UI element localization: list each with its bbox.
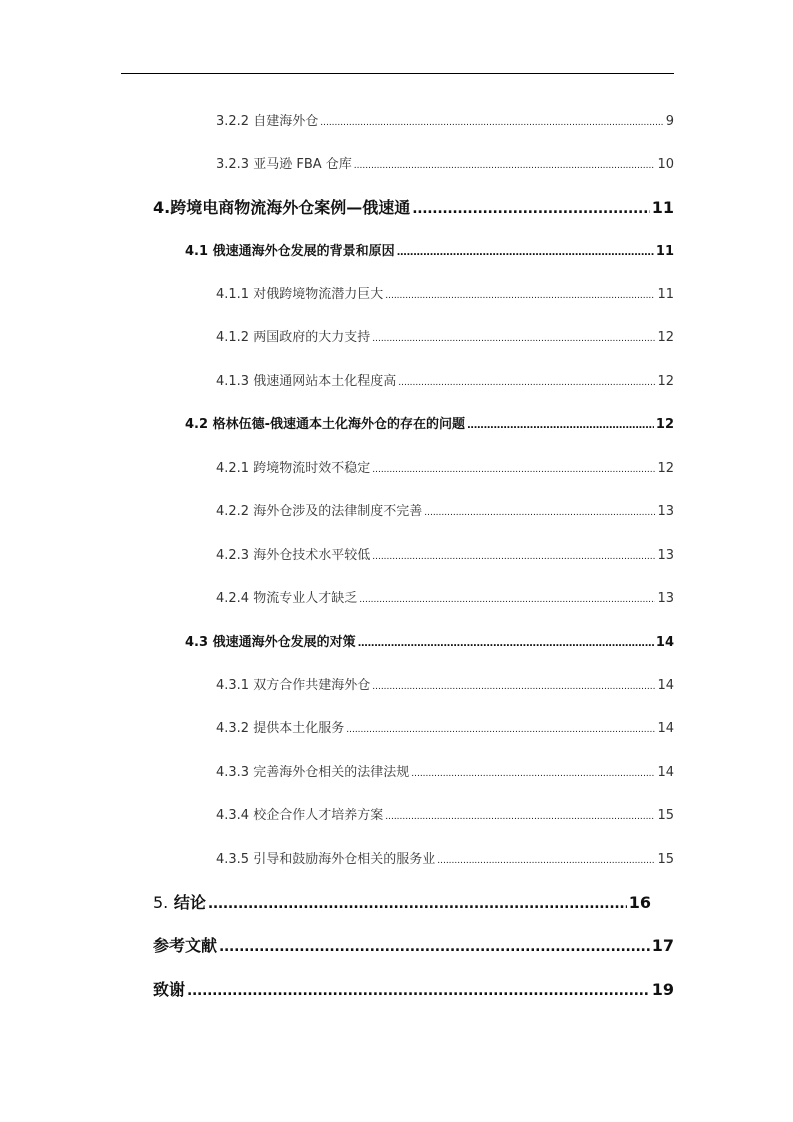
toc-entry-label [216, 544, 370, 563]
toc-entry-page: 13 [657, 591, 674, 606]
toc-entry-label [153, 890, 206, 913]
toc-entry-label [216, 500, 422, 519]
toc-entry-number: 4.3.1 [216, 678, 250, 693]
toc-entry-page: 19 [651, 980, 674, 999]
toc-entry-page: 13 [657, 548, 674, 563]
dot-leader [385, 287, 655, 302]
toc-entry-label [185, 413, 465, 432]
dot-leader [385, 808, 655, 823]
toc-entry-label [216, 674, 370, 693]
toc-entry-number: 4. [153, 198, 171, 217]
toc-entry-4-3-5[interactable] [216, 848, 674, 867]
toc-entry-number: 4.2 [185, 417, 209, 432]
toc-entry-label [216, 110, 318, 129]
toc-entry-title: 亚马逊 FBA 仓库 [253, 157, 352, 172]
toc-entry-page: 12 [657, 330, 674, 345]
dot-leader [187, 980, 650, 999]
toc-entry-number: 4.3.3 [216, 765, 250, 780]
toc-entry-3-2-3[interactable] [216, 153, 674, 172]
toc-entry-number: 4.1.3 [216, 374, 250, 389]
dot-leader [346, 721, 655, 736]
toc-entry-page: 14 [655, 635, 674, 650]
toc-entry-page: 11 [655, 244, 674, 259]
dot-leader [437, 852, 655, 867]
dot-leader [359, 591, 655, 606]
dot-leader [358, 635, 654, 650]
toc-entry-title: 对俄跨境物流潜力巨大 [253, 287, 384, 302]
toc-entry-label [216, 848, 435, 867]
toc-entry-label [216, 370, 396, 389]
dot-leader [372, 678, 655, 693]
toc-entry-title: 海外仓涉及的法律制度不完善 [253, 504, 423, 519]
toc-entry-4-3-3[interactable] [216, 761, 674, 780]
toc-entry-5[interactable] [153, 890, 651, 913]
toc-entry-4-1[interactable] [185, 240, 674, 259]
toc-entry-number: 4.2.2 [216, 504, 250, 519]
toc-entry-title: 海外仓技术水平较低 [253, 548, 371, 563]
toc-entry-label [216, 326, 370, 345]
toc-entry-title: 提供本土化服务 [253, 721, 345, 736]
toc-entry-label [216, 804, 383, 823]
toc-entry-4-2[interactable] [185, 413, 674, 432]
toc-entry-4[interactable] [153, 195, 674, 218]
toc-entry-4-2-1[interactable] [216, 457, 674, 476]
toc-entry-page: 14 [657, 765, 674, 780]
toc-entry-page: 16 [628, 893, 651, 912]
toc-entry-page: 14 [657, 678, 674, 693]
dot-leader [424, 504, 655, 519]
dot-leader [320, 114, 663, 129]
toc-entry-title: 结论 [168, 893, 206, 912]
dot-leader [467, 417, 654, 432]
toc-entry-4-1-3[interactable] [216, 370, 674, 389]
toc-entry-title: 俄速通海外仓发展的对策 [212, 635, 356, 650]
toc-entry-number: 4.3 [185, 635, 209, 650]
toc-entry-number: 4.3.4 [216, 808, 250, 823]
toc-entry-number: 4.2.1 [216, 461, 250, 476]
toc-entry-references[interactable] [153, 933, 674, 956]
toc-entry-title: 参考文献 [153, 936, 218, 955]
dot-leader [219, 936, 650, 955]
dot-leader [372, 461, 655, 476]
toc-entry-page: 14 [657, 721, 674, 736]
toc-entry-label [153, 195, 410, 218]
toc-entry-label [216, 283, 383, 302]
toc-entry-title: 物流专业人才缺乏 [253, 591, 358, 606]
toc-entry-acknowledgements[interactable] [153, 977, 674, 1000]
toc-entry-title: 致谢 [153, 980, 186, 999]
dot-leader [208, 893, 627, 912]
toc-entry-4-1-1[interactable] [216, 283, 674, 302]
toc-entry-number: 3.2.2 [216, 114, 250, 129]
toc-entry-title: 自建海外仓 [253, 114, 319, 129]
toc-entry-number: 4.3.2 [216, 721, 250, 736]
toc-entry-title: 引导和鼓励海外仓相关的服务业 [253, 852, 436, 867]
toc-entry-number: 4.2.3 [216, 548, 250, 563]
toc-entry-page: 10 [657, 157, 674, 172]
toc-entry-4-2-2[interactable] [216, 500, 674, 519]
toc-entry-number: 5. [153, 893, 169, 912]
toc-entry-label [216, 153, 352, 172]
toc-entry-page: 13 [657, 504, 674, 519]
toc-entry-4-2-4[interactable] [216, 587, 674, 606]
toc-entry-4-3-4[interactable] [216, 804, 674, 823]
dot-leader [354, 157, 656, 172]
toc-entry-page: 12 [657, 461, 674, 476]
toc-entry-title: 两国政府的大力支持 [253, 330, 371, 345]
toc-entry-title: 跨境电商物流海外仓案例—俄速通 [170, 198, 411, 217]
toc-entry-page: 9 [665, 114, 674, 129]
toc-entry-title: 格林伍德-俄速通本土化海外仓的存在的问题 [212, 417, 465, 432]
toc-entry-page: 11 [651, 198, 674, 217]
toc-entry-number: 3.2.3 [216, 157, 250, 172]
toc-entry-page: 15 [657, 852, 674, 867]
toc-entry-page: 11 [657, 287, 674, 302]
toc-entry-page: 12 [655, 417, 674, 432]
toc-entry-page: 17 [651, 936, 674, 955]
toc-entry-number: 4.2.4 [216, 591, 250, 606]
toc-entry-title: 完善海外仓相关的法律法规 [253, 765, 410, 780]
toc-entry-4-3-1[interactable] [216, 674, 674, 693]
toc-entry-title: 双方合作共建海外仓 [253, 678, 371, 693]
toc-entry-label [185, 631, 356, 650]
toc-entry-3-2-2[interactable] [216, 110, 674, 129]
toc-entry-label [185, 240, 395, 259]
toc-entry-label [216, 717, 344, 736]
dot-leader [372, 548, 655, 563]
dot-leader [397, 244, 654, 259]
toc-entry-4-3[interactable] [185, 631, 674, 650]
toc-entry-title: 俄速通海外仓发展的背景和原因 [212, 244, 395, 259]
toc-entry-label [216, 457, 370, 476]
dot-leader [398, 374, 655, 389]
dot-leader [372, 330, 655, 345]
toc-entry-title: 俄速通网站本土化程度高 [253, 374, 397, 389]
toc-entry-page: 15 [657, 808, 674, 823]
toc-entry-number: 4.1.1 [216, 287, 250, 302]
toc-entry-page: 12 [657, 374, 674, 389]
toc-entry-label [216, 761, 409, 780]
toc-entry-4-1-2[interactable] [216, 326, 674, 345]
toc-entry-number: 4.1 [185, 244, 209, 259]
toc-entry-label [216, 587, 357, 606]
toc-entry-number: 4.1.2 [216, 330, 250, 345]
dot-leader [412, 198, 650, 217]
toc-entry-4-3-2[interactable] [216, 717, 674, 736]
toc-entry-number: 4.3.5 [216, 852, 250, 867]
toc-entry-title: 跨境物流时效不稳定 [253, 461, 371, 476]
toc-entry-4-2-3[interactable] [216, 544, 674, 563]
toc-entry-title: 校企合作人才培养方案 [253, 808, 384, 823]
dot-leader [411, 765, 655, 780]
